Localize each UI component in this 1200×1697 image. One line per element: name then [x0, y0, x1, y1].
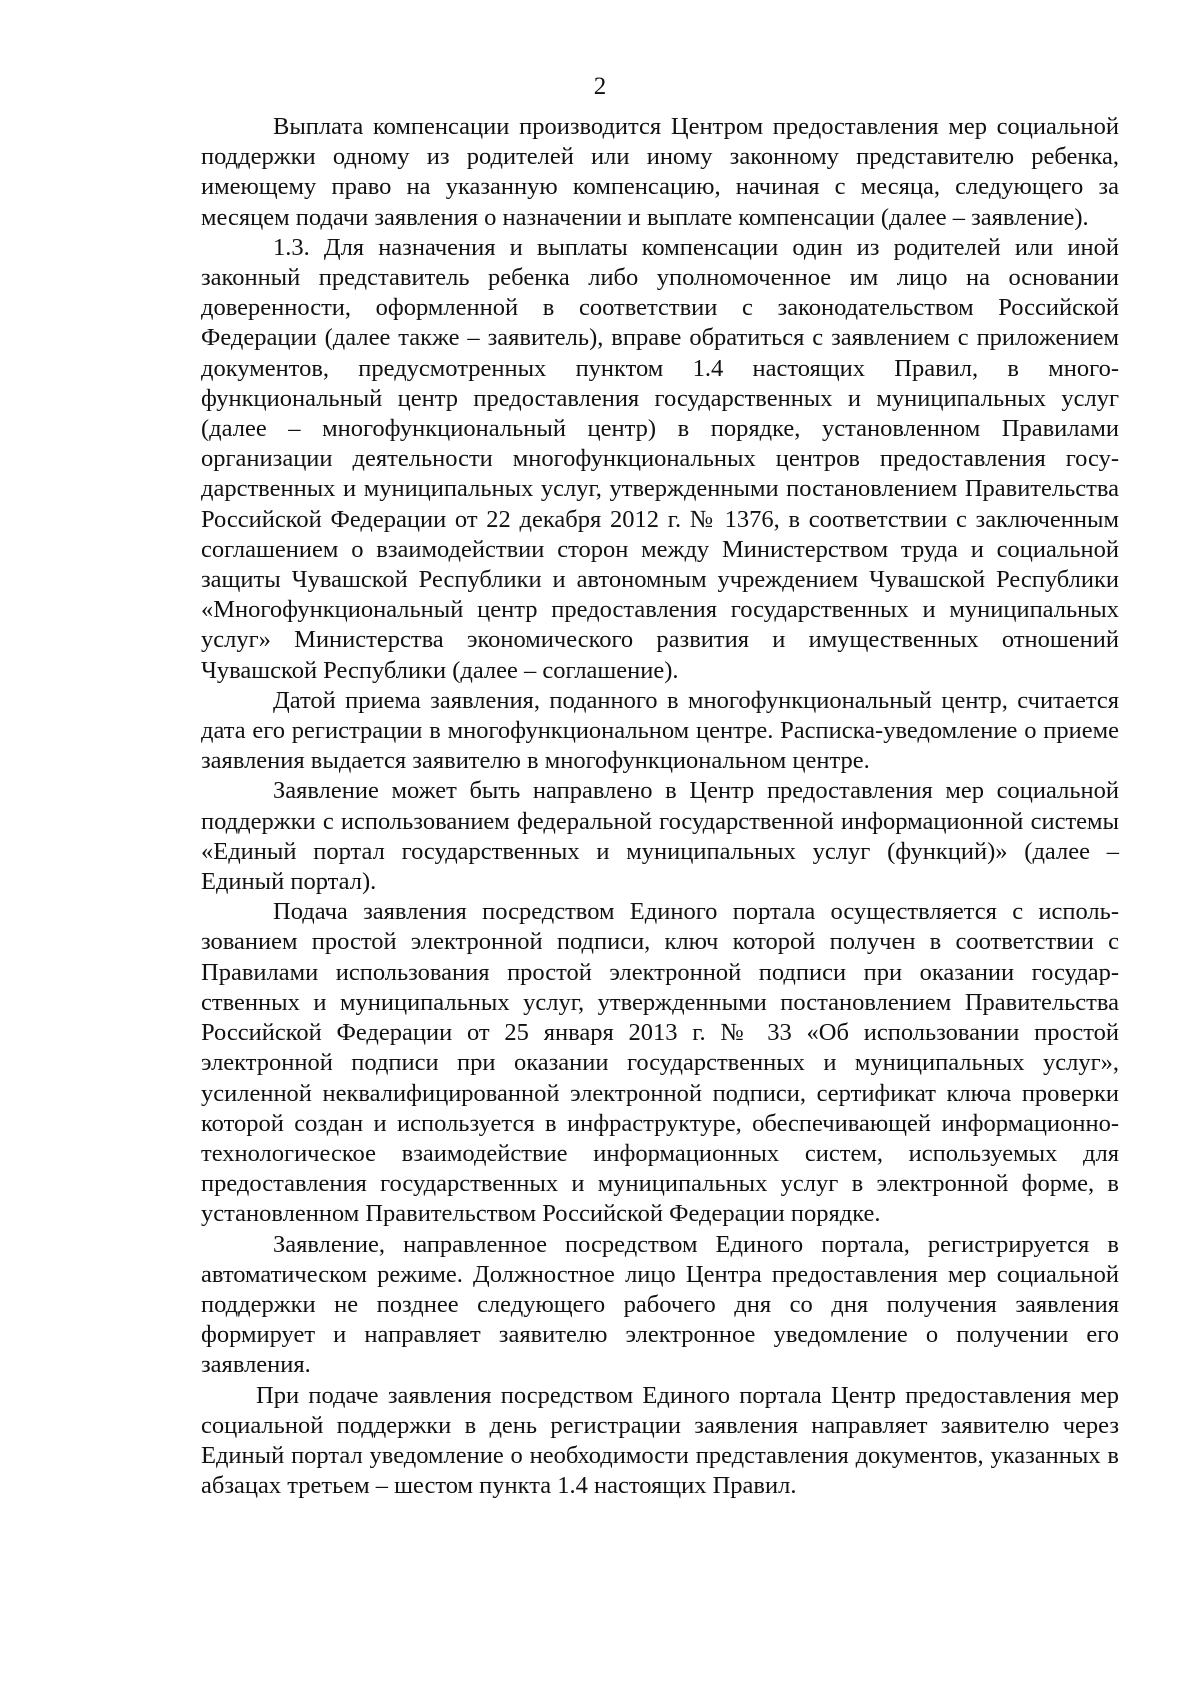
paragraph-electronic-signature: Подача заявления посредством Единого портала осуществляется с использованием простой электронной подписи, ключ которой получен в соответствии с Правилами использования простой электронной подписи при оказании государственных и муниципальных услуг, утвержденными постановлением Правительства Российской Федерации от 25 января 2013 г. № 33 «Об использовании простой электронной подписи при оказании государственных и муниципальных услуг», усиленной неквалифицированной электронной подписи, сертификат ключа проверки которой создан и используется в инфраструктуре, обеспечивающей информационно-технологическое взаимодействие информационных систем, используемых для предоставления государственных и муниципальных услуг в электронной форме, в установленном Правительством Российской Федерации порядке. — [201, 898, 1119, 1228]
page-number: 2 — [593, 73, 607, 100]
paragraph-application-receipt-date: Датой приема заявления, поданного в многофункциональный центр, считается дата его регистрации в многофункциональном центре. Расписка-уведомление о приеме заявления выдается заявителю в многофункциональном центре. — [201, 686, 1119, 775]
paragraph-documents-notification: При подаче заявления посредством Единого портала Центр предоставления мер социальной поддержки в день регистрации заявления направляет заявителю через Единый портал уведомление о необходимости представления документов, указанных в абзацах третьем – шестом пункта 1.4 настоящих Правил. — [201, 1381, 1119, 1500]
paragraph-single-portal-submission: Заявление может быть направлено в Центр предоставления мер социальной поддержки с использованием федеральной государственной информационной системы «Единый портал государственных и муниципальных услуг (функций)» (далее – Единый портал). — [201, 777, 1119, 896]
document-body — [201, 112, 1119, 1501]
paragraph-1-3-application-mfc: 1.3. Для назначения и выплаты компенсации один из родителей или иной законный представитель ребенка либо уполномоченное им лицо на основании доверенности, оформленной в соответствии с законодательством Российской Федерации (далее также – заявитель), вправе обратиться с заявлением с приложением документов, предусмотренных пунктом 1.4 настоящих Правил, в многофункциональный центр предоставления государственных и муниципальных услуг (далее – многофункциональный центр) в порядке, установленном Правилами организации деятельности многофункциональных центров предоставления государственных и муниципальных услуг, утвержденными постановлением Правительства Российской Федерации от 22 декабря 2012 г. № 1376, в соответствии с заключенным соглашением о взаимодействии сторон между Министерством труда и социальной защиты Чувашской Республики и автономным учреждением Чувашской Республики «Многофункциональный центр предоставления государственных и муниципальных услуг» Министерства экономического развития и имущественных отношений Чувашской Республики (далее – соглашение). — [201, 233, 1119, 684]
paragraph-compensation-payment: Выплата компенсации производится Центром предоставления мер социальной поддержки одному из родителей или иному законному представителю ребенка, имеющему право на указанную компенсацию, начиная с месяца, следующего за месяцем подачи заявления о назначении и выплате компенсации (далее – заявление). — [201, 113, 1119, 231]
paragraph-automatic-registration: Заявление, направленное посредством Единого портала, регистрируется в автоматическом режиме. Должностное лицо Центра предоставления мер социальной поддержки не позднее следующего рабочего дня со дня получения заявления формирует и направляет заявителю электронное уведомление о получении его заявления. — [201, 1230, 1119, 1379]
